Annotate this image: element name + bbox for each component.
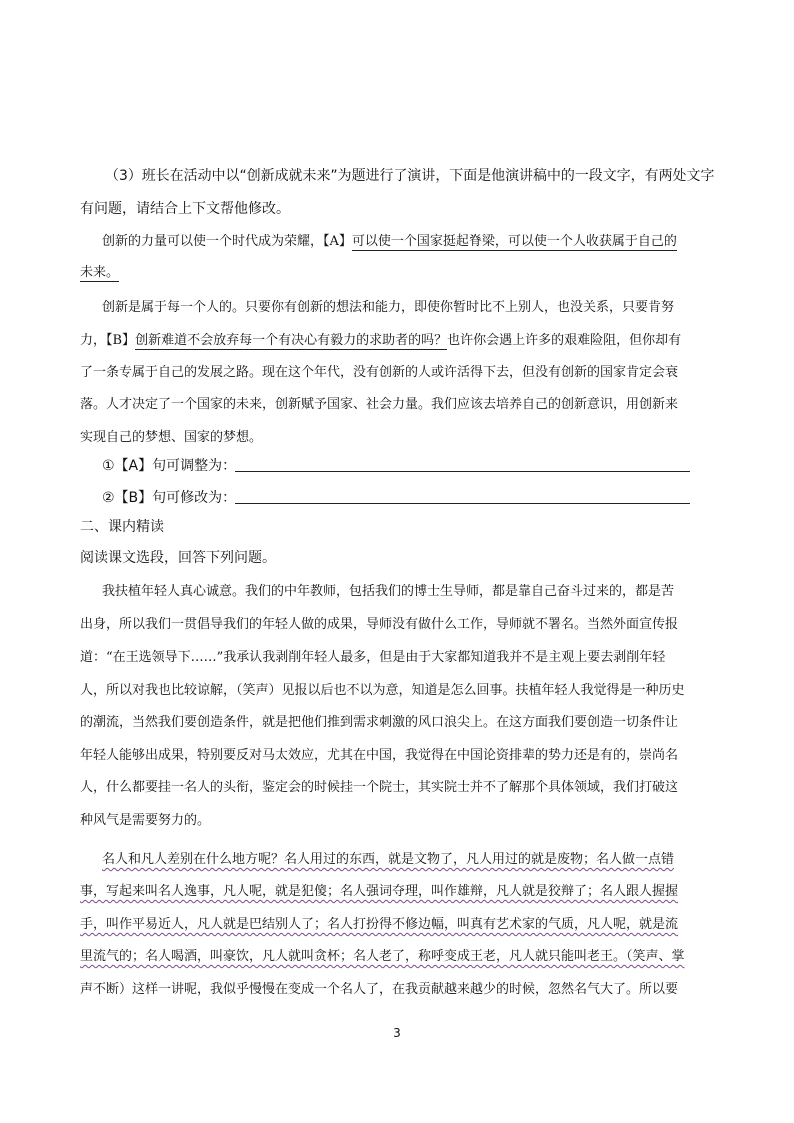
section-2-title: 二、课内精读: [80, 519, 164, 535]
passage-wavy-line: 名人和凡人差别在什么地方呢？名人用过的东西，就是文物了，凡人用过的就是废物；名人做一点错: [102, 852, 675, 867]
speech-paragraph-2-line-2: [80, 331, 681, 351]
question-3-line-1: （3）班长在活动中以“创新成就未来”为题进行了演讲，下面是他演讲稿中的一段文字，有两处文字: [105, 168, 715, 184]
speech-text: 也许你会遇上许多的艰难险阻，但你却有: [447, 333, 682, 348]
passage-wavy-line: 事，写起来叫名人逸事，凡人呢，就是犯傻；名人强词夺理，叫作雄辩，凡人就是狡辩了；名人跟人握握: [80, 884, 679, 899]
page-number: 3: [393, 1026, 401, 1040]
section-2-instruction: 阅读课文选段，回答下列问题。: [80, 550, 276, 566]
passage-line: 出身，所以我们一贯倡导我们的年轻人做的成果，导师没有做什么工作，导师就不署名。当然外面宣传报: [80, 617, 679, 632]
speech-paragraph-2-line-3: 了一条专属于自己的发展之路。现在这个年代，没有创新的人或许活得下去，但没有创新的国家肯定会衰: [80, 365, 679, 380]
passage-line: 年轻人能够出成果，特别要反对马太效应，尤其在中国，我觉得在中国论资排辈的势力还是有的，崇尚名: [80, 748, 679, 763]
passage-line: 我扶植年轻人真心诚意。我们的中年教师，包括我们的博士生导师，都是靠自己奋斗过来的，都是苦: [102, 584, 675, 599]
answer-a-label: ①【A】句可调整为：: [102, 458, 237, 474]
speech-paragraph-1-line-2: [80, 263, 119, 283]
passage-line: 人，所以对我也比较谅解，（笑声）见报以后也不以为意，知道是怎么回事。扶植年轻人我觉得是一种历史: [80, 683, 685, 698]
passage-wavy-line: 里流气的；名人喝酒，叫豪饮，凡人就叫贪杯；名人老了，称呼变成王老，凡人就只能叫老王。（笑声、掌: [80, 949, 685, 964]
answer-a-blank[interactable]: [235, 471, 690, 472]
passage-line: 人，什么都要挂一名人的头衔，鉴定会的时候挂一个院士，其实院士并不了解那个具体领域，我们打破这: [80, 780, 679, 795]
question-3-line-2: 有问题，请结合上下文帮他修改。: [80, 201, 290, 217]
sentence-a-underlined-end: 未来。: [80, 265, 120, 280]
speech-text: 创新的力量可以使一个时代成为荣耀，【A】: [102, 234, 352, 249]
speech-paragraph-2-line-5: 实现自己的梦想、国家的梦想。: [80, 430, 263, 445]
speech-paragraph-2-line-1: 创新是属于每一个人的。只要你有创新的想法和能力，即使你暂时比不上别人，也没关系，只要肯努: [102, 300, 675, 315]
sentence-a-underlined: 可以使一个国家挺起脊梁，可以使一个人收获属于自己的: [351, 234, 677, 249]
answer-b-blank[interactable]: [235, 503, 690, 504]
passage-line: 声不断）这样一讲呢，我似乎慢慢在变成一个名人了，在我贡献越来越少的时候，忽然名气大了。所以要: [80, 982, 679, 997]
passage-line: 道：“在王选领导下……”我承认我剥削年轻人最多，但是由于大家都知道我并不是主观上要去剥削年轻: [80, 650, 666, 665]
passage-line: 种风气是需要努力的。: [80, 813, 211, 828]
passage-line: 的潮流，当然我们要创造条件，就是把他们推到需求刺激的风口浪尖上。在这方面我们要创造一切条件让: [80, 715, 679, 730]
speech-text: 力，【B】: [80, 333, 136, 348]
answer-b-label: ②【B】句可修改为：: [102, 490, 237, 506]
passage-wavy-line: 手，叫作平易近人，凡人就是巴结别人了；名人打扮得不修边幅，叫真有艺术家的气质，凡人呢，就是流: [80, 917, 679, 932]
sentence-b-underlined: 创新难道不会放弃每一个有决心有毅力的求助者的吗？: [135, 333, 448, 348]
speech-paragraph-1-line-1: [102, 232, 677, 252]
speech-paragraph-2-line-4: 落。人才决定了一个国家的未来，创新赋予国家、社会力量。我们应该去培养自己的创新意识，用创新来: [80, 397, 679, 412]
